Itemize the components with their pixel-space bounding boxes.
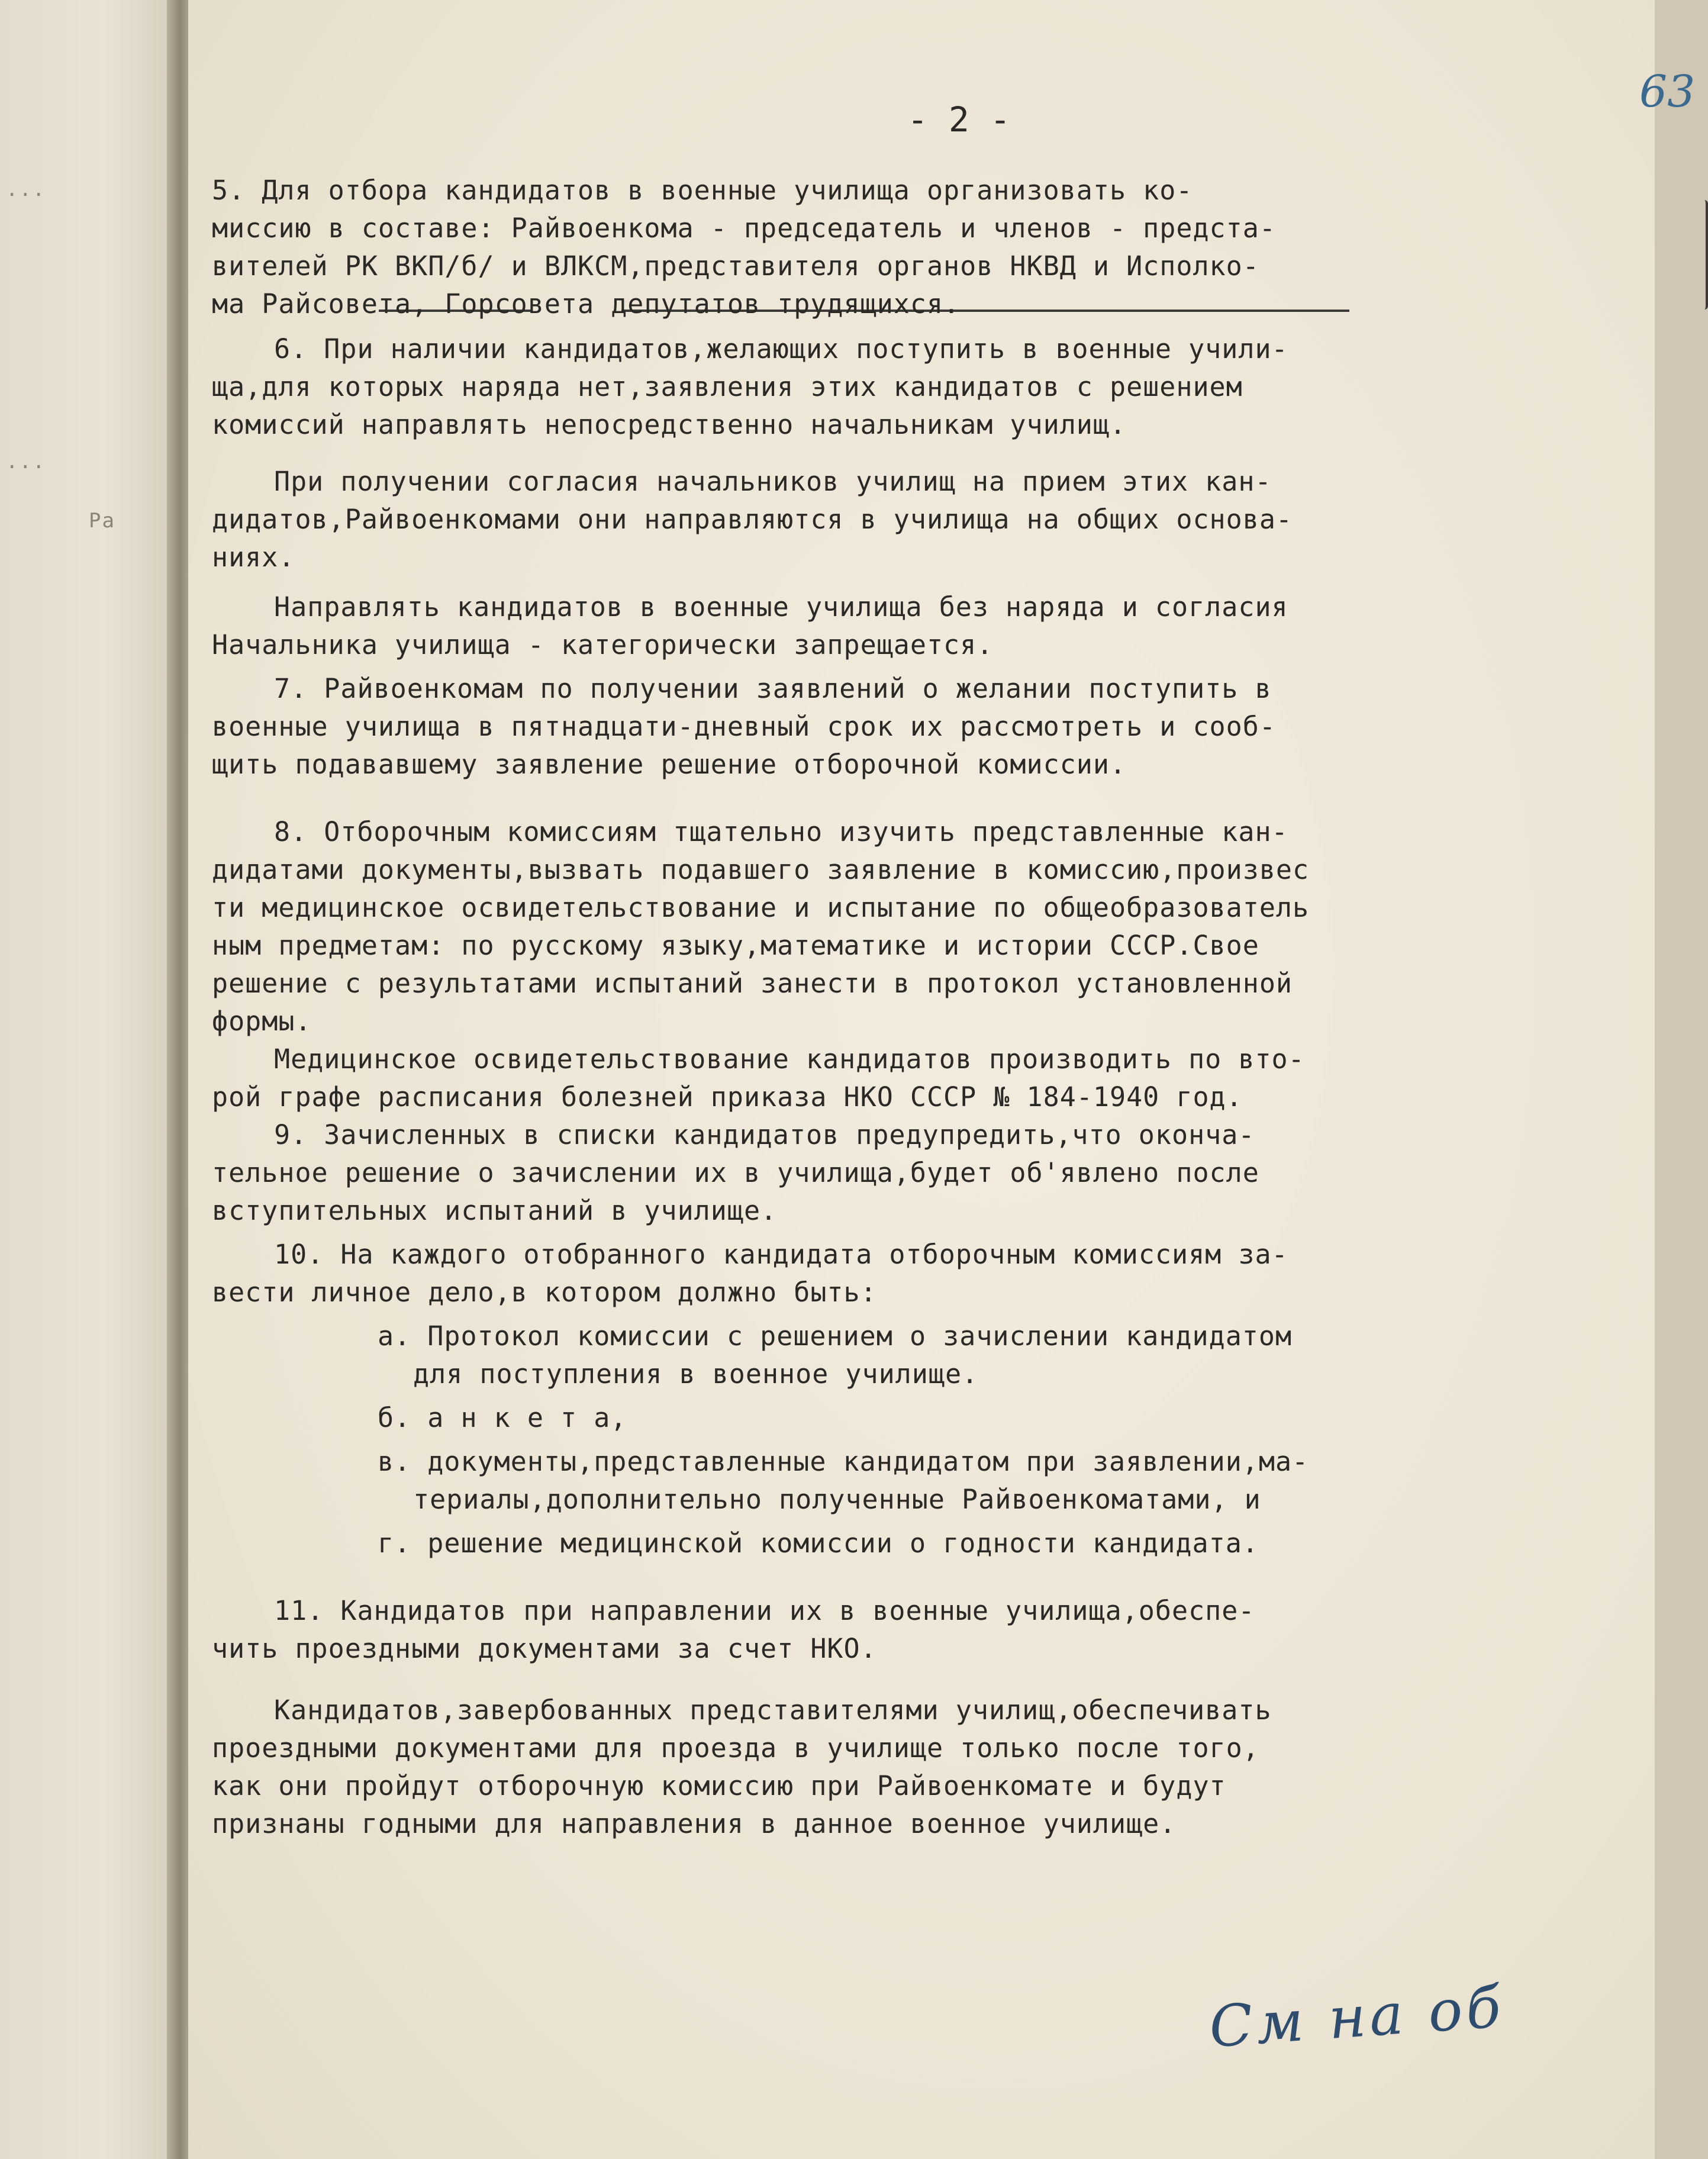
text-line: вступительных испытаний в училище. [212, 1195, 778, 1226]
text-line: военные училища в пятнадцати-дневный срок их рассмотреть и сооб- [212, 711, 1276, 742]
left-page-fragment: Ра [89, 509, 115, 533]
text-line: 10. На каждого отобранного кандидата отборочным комиссиям за- [274, 1239, 1288, 1270]
text-line: вителей РК ВКП/б/ и ВЛКСМ,представителя органов НКВД и Исполко- [212, 250, 1259, 282]
text-line: Кандидатов,завербованных представителями училищ,обеспечивать [274, 1694, 1272, 1726]
previous-page-edge [0, 0, 178, 2159]
text-line: дидатами документы,вызвать подавшего заявление в комиссию,произвес [212, 854, 1310, 885]
text-line: щить подававшему заявление решение отборочной комиссии. [212, 749, 1127, 780]
text-line: 9. Зачисленных в списки кандидатов предупредить,что оконча- [274, 1119, 1255, 1151]
document-page [188, 0, 1696, 2159]
left-page-fragment: ... [6, 178, 46, 201]
text-line: вести личное дело,в котором должно быть: [212, 1277, 877, 1308]
text-line: ти медицинское освидетельствование и испытание по общеобразователь [212, 892, 1310, 923]
text-line: ниях. [212, 542, 295, 573]
text-line: для поступления в военное училище. [413, 1358, 979, 1390]
text-line: Медицинское освидетельствование кандидатов производить по вто- [274, 1043, 1305, 1075]
margin-bracket-mark [1699, 200, 1708, 310]
text-line: миссию в составе: Райвоенкома - председатель и членов - предста- [212, 212, 1276, 244]
text-line: 11. Кандидатов при направлении их в военные училища,обеспе- [274, 1595, 1255, 1626]
text-line: 5. Для отбора кандидатов в военные училища организовать ко- [212, 175, 1193, 206]
text-line: проездными документами для проезда в училище только после того, [212, 1732, 1259, 1764]
text-line: При получении согласия начальников училищ на прием этих кан- [274, 466, 1272, 497]
text-line: 6. При наличии кандидатов,желающих поступить в военные учили- [274, 333, 1288, 365]
text-line: а. Протокол комиссии с решением о зачислении кандидатом [378, 1320, 1293, 1352]
left-page-fragment: ... [6, 450, 46, 473]
text-line: как они пройдут отборочную комиссию при Райвоенкомате и будут [212, 1770, 1226, 1802]
text-line: дидатов,Райвоенкомами они направляются в училища на общих основа- [212, 504, 1293, 535]
page-number: - 2 - [907, 99, 1011, 140]
text-line: 8. Отборочным комиссиям тщательно изучить представленные кан- [274, 816, 1288, 848]
text-line: решение с результатами испытаний занести в протокол установленной [212, 968, 1293, 999]
text-line: ным предметам: по русскому языку,математике и истории СССР.Свое [212, 930, 1259, 961]
text-line: б. а н к е т а, [378, 1402, 627, 1433]
text-line: признаны годными для направления в данное военное училище. [212, 1808, 1177, 1839]
text-line: комиссий направлять непосредственно начальникам училищ. [212, 409, 1127, 440]
archive-sheet-number: 63 [1639, 66, 1696, 117]
text-line: рой графе расписания болезней приказа НКО СССР № 184-1940 год. [212, 1081, 1243, 1113]
handwritten-note: См на об [1207, 1973, 1507, 2061]
text-line: Начальника училища - категорически запрещается. [212, 629, 994, 660]
text-line: в. документы,представленные кандидатом при заявлении,ма- [378, 1446, 1309, 1477]
text-line: формы. [212, 1006, 312, 1037]
text-line: териалы,дополнительно полученные Райвоенкоматами, и [413, 1484, 1261, 1515]
text-line: 7. Райвоенкомам по получении заявлений о желании поступить в [274, 673, 1272, 704]
text-line: ма Райсовета, Горсовета депутатов трудящихся. [212, 288, 961, 320]
text-line: ща,для которых наряда нет,заявления этих кандидатов с решением [212, 371, 1243, 402]
text-line: г. решение медицинской комиссии о годности кандидата. [378, 1528, 1259, 1559]
text-line: тельное решение о зачислении их в училища,будет об'явлено после [212, 1157, 1259, 1188]
text-line: Направлять кандидатов в военные училища без наряда и согласия [274, 591, 1288, 623]
text-line: чить проездными документами за счет НКО. [212, 1633, 877, 1664]
